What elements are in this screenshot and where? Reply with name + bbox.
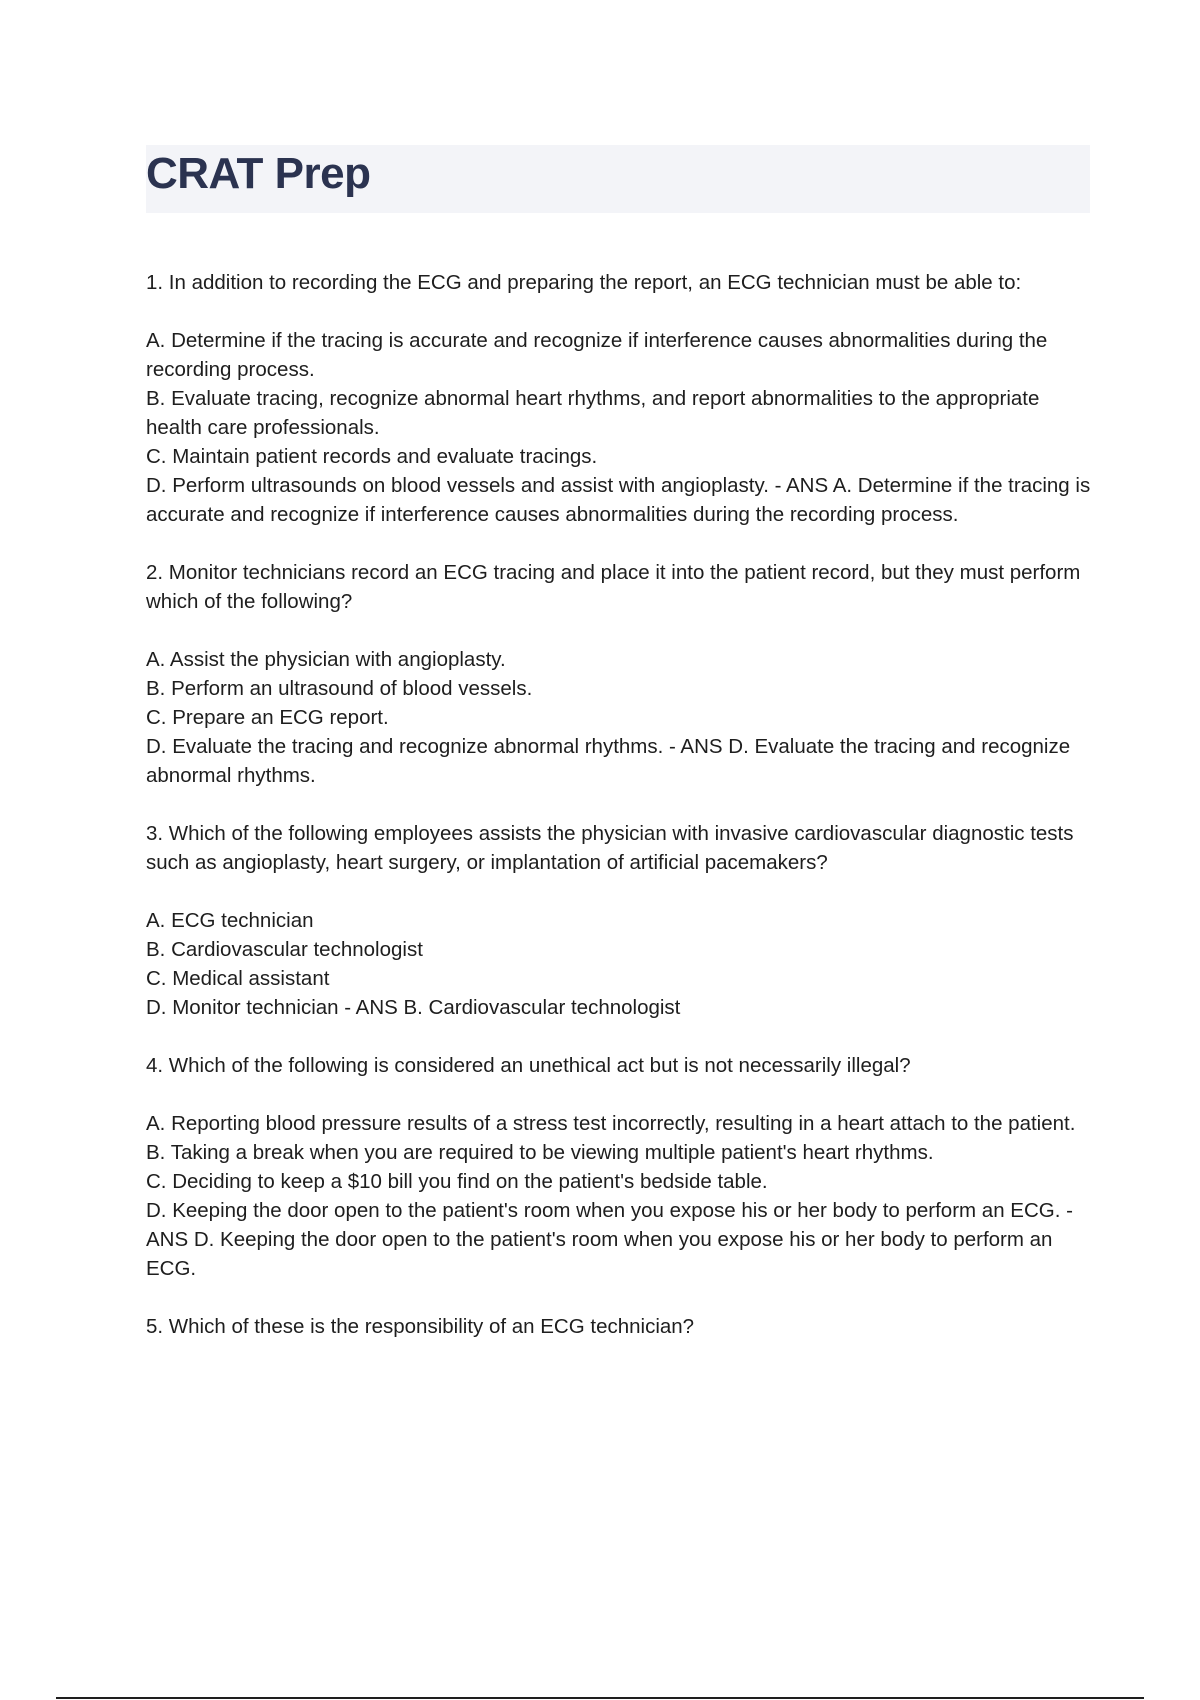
question-2-text: 2. Monitor technicians record an ECG tracing and place it into the patient record, but they must perform which of the following?: [146, 561, 1081, 613]
option-b: B. Cardiovascular technologist: [146, 938, 423, 961]
question-4-text: 4. Which of the following is considered an unethical act but is not necessarily illegal?: [146, 1054, 911, 1077]
option-a: A. Determine if the tracing is accurate and recognize if interference causes abnormalities during the recording process.: [146, 329, 1048, 381]
question-list: [146, 268, 1096, 1370]
option-d-with-answer: D. Monitor technician - ANS B. Cardiovascular technologist: [146, 996, 681, 1019]
option-b: B. Evaluate tracing, recognize abnormal heart rhythms, and report abnormalities to the appropriate health care professionals.: [146, 387, 1040, 439]
option-c: C. Maintain patient records and evaluate tracings.: [146, 445, 598, 468]
option-c: C. Deciding to keep a $10 bill you find on the patient's bedside table.: [146, 1170, 768, 1193]
option-c: C. Prepare an ECG report.: [146, 706, 389, 729]
title-banner: [146, 145, 1090, 213]
page-bottom-rule: [56, 1697, 1144, 1699]
question-5-text: 5. Which of these is the responsibility of an ECG technician?: [146, 1315, 695, 1338]
question-4-options: [146, 1109, 1096, 1283]
option-a: A. Assist the physician with angioplasty.: [146, 648, 506, 671]
option-a: A. ECG technician: [146, 909, 314, 932]
option-d-with-answer: D. Evaluate the tracing and recognize abnormal rhythms. - ANS D. Evaluate the tracing and recognize abnormal rhythms.: [146, 735, 1071, 787]
question-1-options: [146, 326, 1096, 529]
option-c: C. Medical assistant: [146, 967, 330, 990]
option-d-with-answer: D. Keeping the door open to the patient's room when you expose his or her body to perform an ECG. - ANS D. Keeping the door open to the patient's room when you expose his or her body to perform an ECG.: [146, 1199, 1073, 1280]
option-b: B. Perform an ultrasound of blood vessels.: [146, 677, 533, 700]
question-3-text: 3. Which of the following employees assists the physician with invasive cardiovascular diagnostic tests such as angioplasty, heart surgery, or implantation of artificial pacemakers?: [146, 822, 1074, 874]
page-title: CRAT Prep: [146, 149, 371, 198]
question-1-text: 1. In addition to recording the ECG and preparing the report, an ECG technician must be able to:: [146, 271, 1022, 294]
option-b: B. Taking a break when you are required to be viewing multiple patient's heart rhythms.: [146, 1141, 934, 1164]
option-a: A. Reporting blood pressure results of a stress test incorrectly, resulting in a heart attach to the patient.: [146, 1112, 1076, 1135]
question-3-options: [146, 906, 1096, 1022]
option-d-with-answer: D. Perform ultrasounds on blood vessels and assist with angioplasty. - ANS A. Determine if the tracing is accurate and recognize if interference causes abnormalities during the recording process.: [146, 474, 1091, 526]
question-2-options: [146, 645, 1096, 790]
